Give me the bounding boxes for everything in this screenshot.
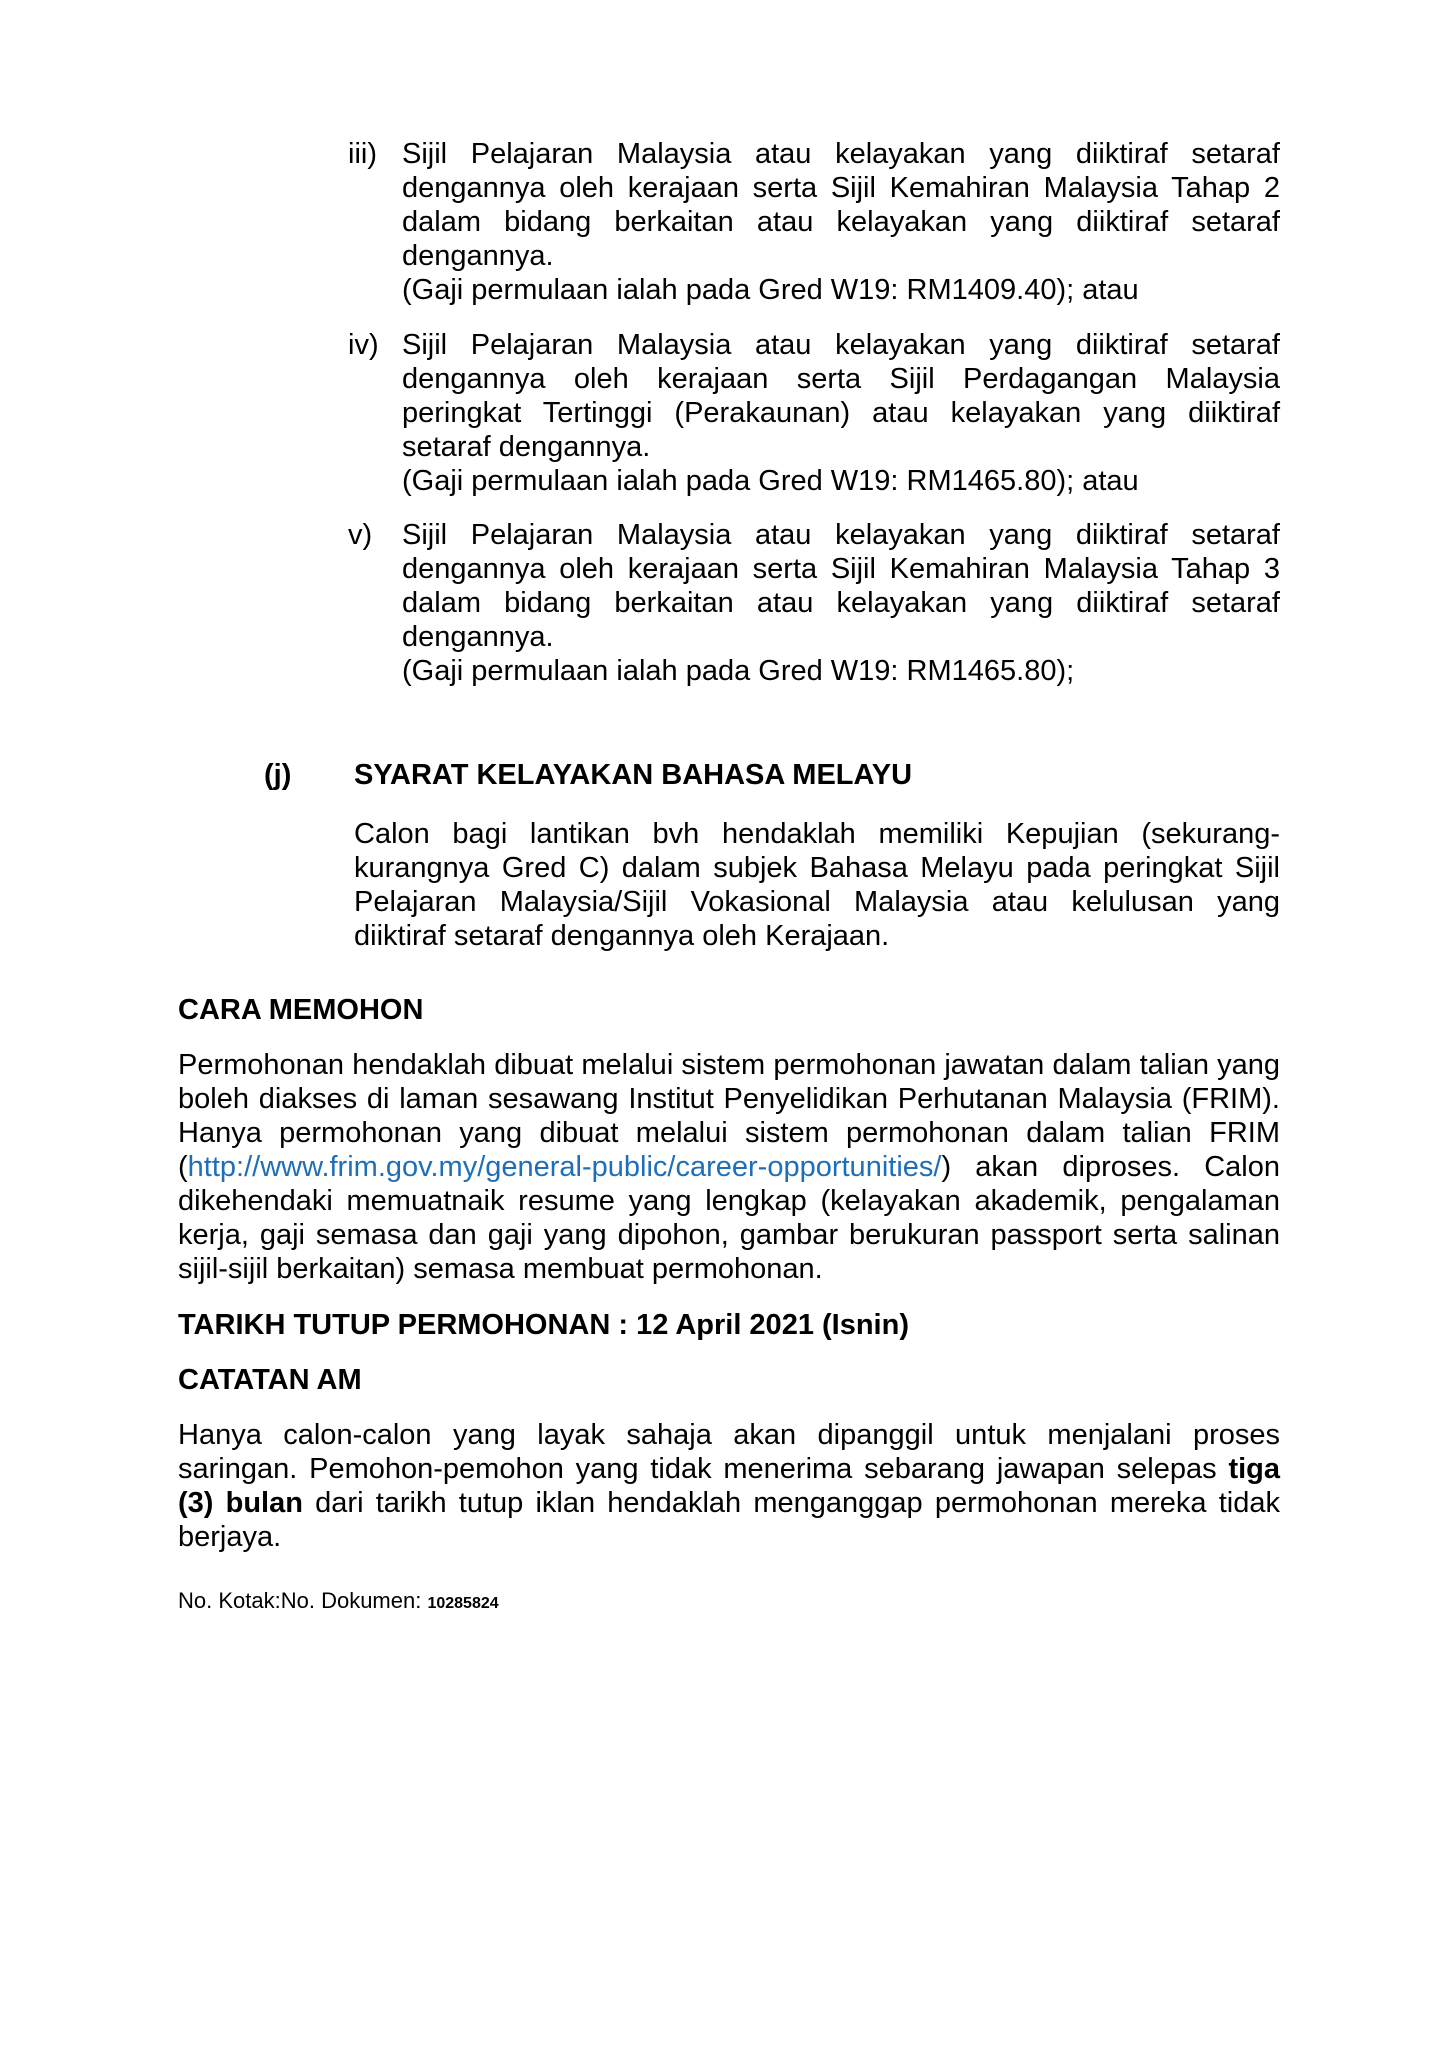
qualification-text: Sijil Pelajaran Malaysia atau kelayakan yang diiktiraf setaraf dengannya oleh kerajaan serta Sijil Kemahiran Malaysia Tahap 2 dalam bidang berkaitan atau kelayakan yang diiktiraf setaraf dengannya. (402, 138, 1280, 272)
frim-career-link[interactable]: http://www.frim.gov.my/general-public/career-opportunities/ (187, 1151, 942, 1183)
qualification-salary: (Gaji permulaan ialah pada Gred W19: RM1465.80); (402, 655, 1075, 687)
section-j-title: SYARAT KELAYAKAN BAHASA MELAYU (354, 759, 913, 791)
catatan-am-heading: CATATAN AM (178, 1364, 362, 1396)
qualification-text: Sijil Pelajaran Malaysia atau kelayakan yang diiktiraf setaraf dengannya oleh kerajaan serta Sijil Kemahiran Malaysia Tahap 3 dalam bidang berkaitan atau kelayakan yang diiktiraf setaraf dengannya. (402, 519, 1280, 653)
cara-memohon-text-before-link: Permohonan hendaklah dibuat melalui sistem permohonan jawatan dalam talian yang boleh diakses di laman sesawang Institut Penyelidikan Perhutanan Malaysia (FRIM). Hanya permohonan yang dibuat melalui sistem permohonan dalam talian FRIM ( (178, 1049, 1280, 1183)
qualification-item-iii (348, 137, 1280, 307)
cara-memohon-text-after-link: ) akan diproses. Calon dikehendaki memuatnaik resume yang lengkap (kelayakan akademik, pengalaman kerja, gaji semasa dan gaji yang dipohon, gambar berukuran passport serta salinan sijil-sijil berkaitan) semasa membuat permohonan. (178, 1151, 1280, 1285)
section-j-text: Calon bagi lantikan bvh hendaklah memiliki Kepujian (sekurang-kurangnya Gred C) dalam subjek Bahasa Melayu pada peringkat Sijil Pelajaran Malaysia/Sijil Vokasional Malaysia atau kelulusan yang diiktiraf setaraf dengannya oleh Kerajaan. (354, 818, 1280, 952)
closing-date-heading: TARIKH TUTUP PERMOHONAN : 12 April 2021 (Isnin) (178, 1309, 909, 1341)
cara-memohon-text (178, 1048, 1280, 1286)
cara-memohon-heading: CARA MEMOHON (178, 994, 424, 1026)
qualification-salary: (Gaji permulaan ialah pada Gred W19: RM1465.80); atau (402, 465, 1139, 497)
catatan-am-text (178, 1418, 1280, 1554)
qualification-item-v (348, 518, 1280, 688)
document-number (178, 1588, 499, 1614)
qualification-text: Sijil Pelajaran Malaysia atau kelayakan yang diiktiraf setaraf dengannya oleh kerajaan serta Sijil Perdagangan Malaysia peringkat Tertinggi (Perakaunan) atau kelayakan yang diiktiraf setaraf dengannya. (402, 329, 1280, 463)
document-number-value: 10285824 (427, 1595, 499, 1612)
qualification-number: iii) (348, 138, 377, 170)
section-j-label: (j) (264, 759, 292, 791)
catatan-am-text-part2: dari tarikh tutup iklan hendaklah menganggap permohonan mereka tidak berjaya. (178, 1487, 1280, 1553)
document-number-label: No. Kotak:No. Dokumen: (178, 1588, 428, 1613)
qualification-number: iv) (348, 329, 379, 361)
qualification-item-iv (348, 328, 1280, 498)
qualification-number: v) (348, 519, 373, 551)
qualification-salary: (Gaji permulaan ialah pada Gred W19: RM1409.40); atau (402, 274, 1139, 306)
catatan-am-bold-period: tiga (3) bulan (178, 1453, 1280, 1519)
catatan-am-text-part1: Hanya calon-calon yang layak sahaja akan dipanggil untuk menjalani proses saringan. Pemohon-pemohon yang tidak menerima sebarang jawapan selepas (178, 1419, 1280, 1485)
